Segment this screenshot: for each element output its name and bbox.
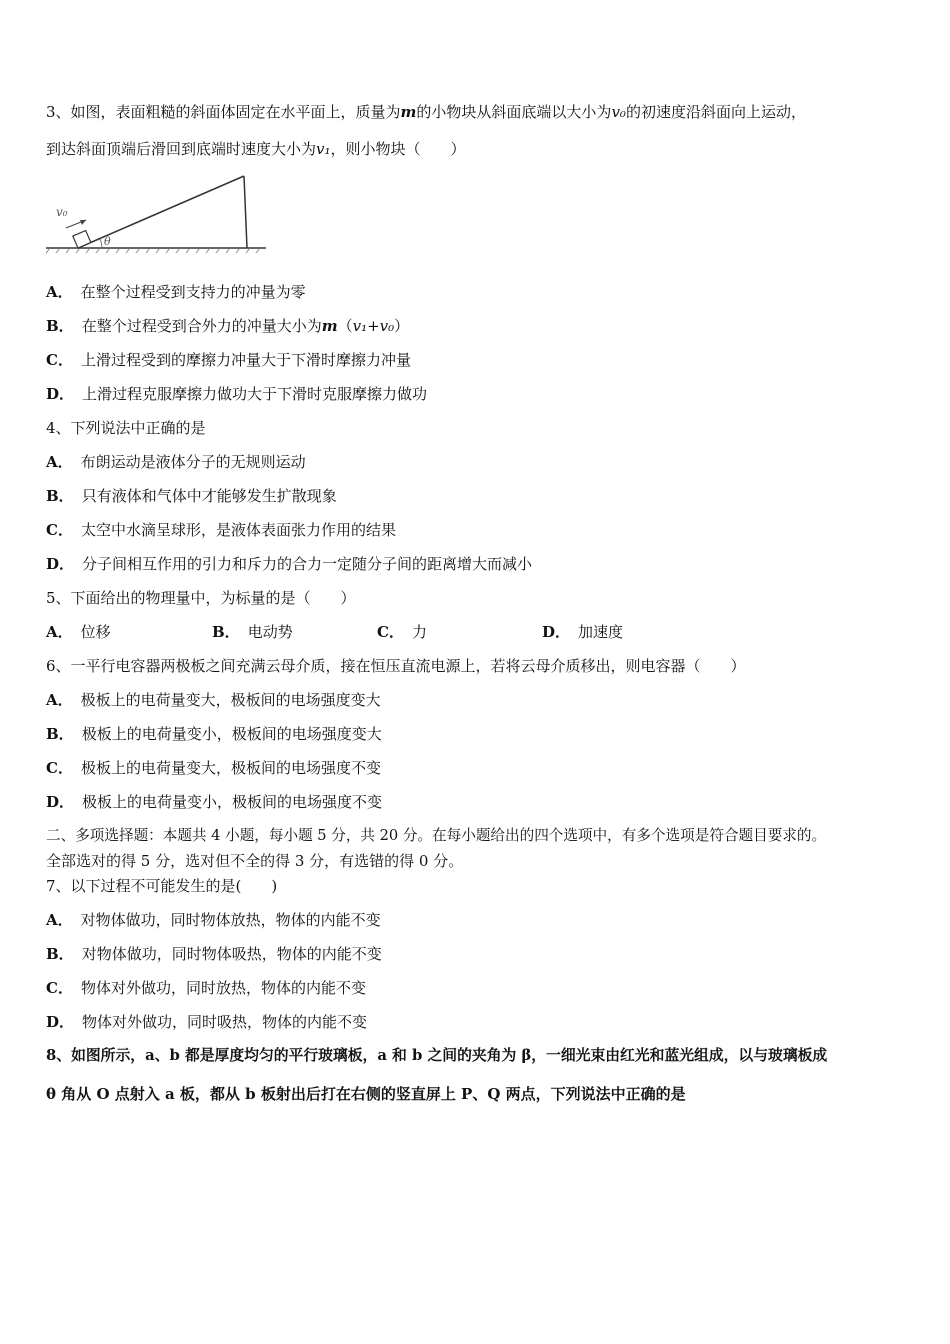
q4-option-d: D． 分子间相互作用的引力和斥力的合力一定随分子间的距离增大而减小 xyxy=(46,555,533,573)
q4-option-b: B． 只有液体和气体中才能够发生扩散现象 xyxy=(46,487,337,505)
incline-surface xyxy=(78,176,244,248)
section2-header-line1: 二、多项选择题：本题共 4 小题，每小题 5 分，共 20 分。在每小题给出的四个选项中，有多个选项是符合题目要求的。 xyxy=(46,827,827,844)
q7-option-d: D． 物体对外做功，同时吸热，物体的内能不变 xyxy=(46,1013,368,1031)
q7-option-c: C． 物体对外做功，同时放热，物体的内能不变 xyxy=(46,979,366,997)
v0-label: v₀ xyxy=(56,205,68,219)
q6-option-d: D． 极板上的电荷量变小，极板间的电场强度不变 xyxy=(46,793,383,811)
q8-stem-line1: 8、如图所示，a、b 都是厚度均匀的平行玻璃板，a 和 b 之间的夹角为 β，一细光束由红光和蓝光组成，以与玻璃板成 xyxy=(46,1047,828,1064)
q7-option-a: A． 对物体做功，同时物体放热，物体的内能不变 xyxy=(46,911,381,929)
q6-option-c: C． 极板上的电荷量变大，极板间的电场强度不变 xyxy=(46,759,381,777)
q3-stem-line1: 3、如图，表面粗糙的斜面体固定在水平面上，质量为m的小物块从斜面底端以大小为v₀的初速度沿斜面向上运动， xyxy=(46,103,806,121)
q3-option-d: D． 上滑过程克服摩擦力做功大于下滑时克服摩擦力做功 xyxy=(46,385,428,403)
q6-stem: 6、一平行电容器两极板之间充满云母介质，接在恒压直流电源上，若将云母介质移出，则电容器（ ） xyxy=(46,657,746,675)
q6-option-a: A． 极板上的电荷量变大，极板间的电场强度变大 xyxy=(46,691,381,709)
q4-option-a: A． 布朗运动是液体分子的无规则运动 xyxy=(46,453,306,471)
q5-stem: 5、下面给出的物理量中，为标量的是（ ） xyxy=(46,589,356,607)
q5-option-b: B． 电动势 xyxy=(212,623,293,641)
theta-label: θ xyxy=(104,235,111,248)
q6-option-b: B． 极板上的电荷量变小，极板间的电场强度变大 xyxy=(46,725,382,743)
incline-diagram xyxy=(44,172,274,258)
q5-option-d: D． 加速度 xyxy=(542,623,624,641)
q3-option-a: A． 在整个过程受到支持力的冲量为零 xyxy=(46,283,306,301)
q3-stem-line2: 到达斜面顶端后滑回到底端时速度大小为v₁，则小物块（ ） xyxy=(46,140,466,158)
q5-option-c: C． 力 xyxy=(377,623,427,641)
q4-stem: 4、下列说法中正确的是 xyxy=(46,419,206,437)
q3-option-c: C． 上滑过程受到的摩擦力冲量大于下滑时摩擦力冲量 xyxy=(46,351,411,369)
q4-option-c: C． 太空中水滴呈球形，是液体表面张力作用的结果 xyxy=(46,521,396,539)
block xyxy=(73,231,91,248)
section2-header-line2: 全部选对的得 5 分，选对但不全的得 3 分，有选错的得 0 分。 xyxy=(46,852,464,870)
q7-option-b: B． 对物体做功，同时物体吸热，物体的内能不变 xyxy=(46,945,382,963)
q8-stem-line2: θ 角从 O 点射入 a 板，都从 b 板射出后打在右侧的竖直屏上 P、Q 两点，下列说法中正确的是 xyxy=(46,1085,686,1103)
angle-arc xyxy=(100,239,102,248)
q3-option-b: B． 在整个过程受到合外力的冲量大小为m（v₁+v₀） xyxy=(46,317,410,335)
q7-stem: 7、以下过程不可能发生的是( ) xyxy=(46,877,278,895)
q5-option-a: A． 位移 xyxy=(46,623,111,641)
incline-vertical-side xyxy=(244,176,247,248)
